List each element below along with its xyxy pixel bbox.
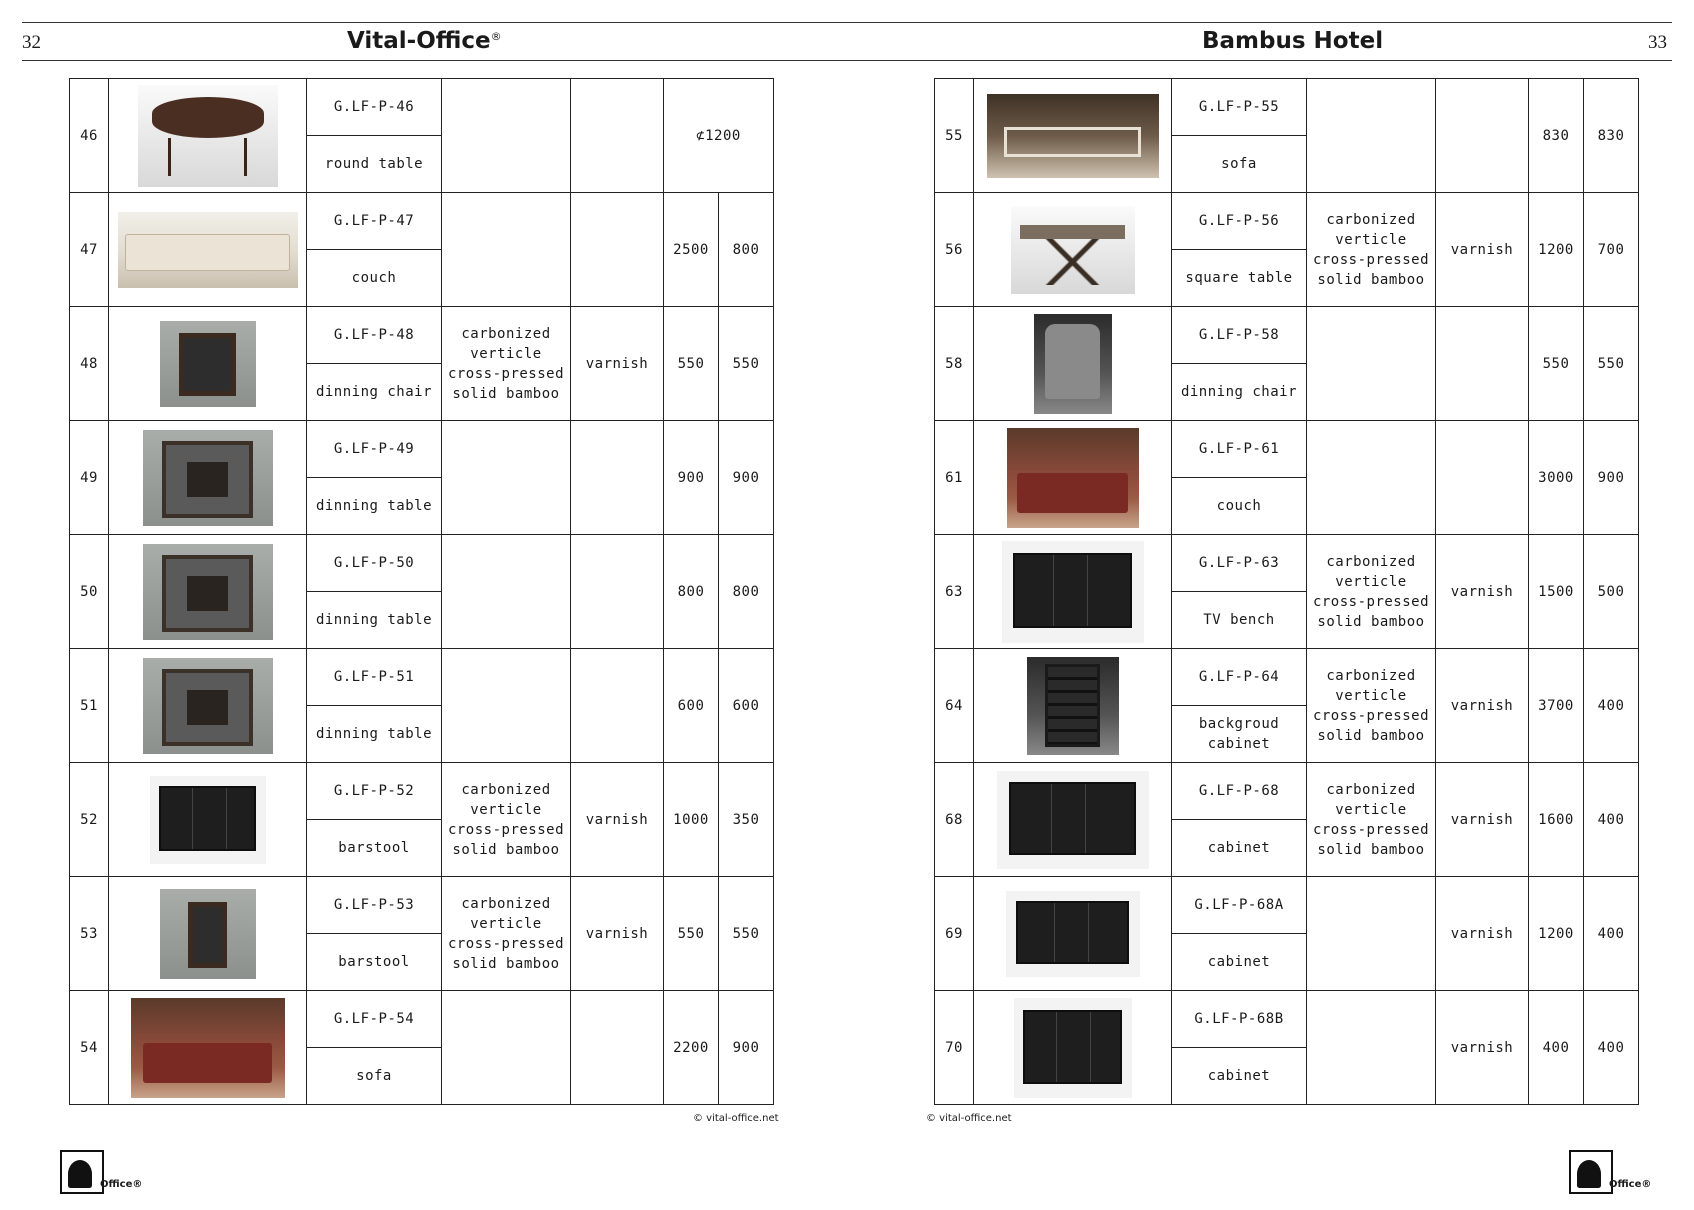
right-page-number: 33 [1648,32,1667,53]
left-page-number: 32 [22,32,41,53]
right-page-title: Bambus Hotel [1202,28,1384,54]
header-rule-bottom [22,60,1672,61]
finish [1436,79,1529,193]
product-name: barstool [307,820,442,877]
product-code: G.LF-P-68 [1172,763,1307,820]
product-code: G.LF-P-47 [307,193,442,250]
item-number: 48 [70,307,109,421]
product-name: dinning chair [307,364,442,421]
width-mm: 550 [664,307,719,421]
product-photo-cell [974,193,1172,307]
grey-chair-photo [1034,314,1112,414]
width-mm: 1600 [1529,763,1584,877]
material [442,991,571,1105]
finish: varnish [571,763,664,877]
depth-mm: 700 [1584,193,1639,307]
dining-set-photo [143,658,273,754]
finish [571,649,664,763]
finish: varnish [1436,649,1529,763]
cabinet-photo [1002,541,1144,643]
right-vital-office-logo-icon [1569,1150,1613,1194]
cabinet-photo [150,776,266,864]
product-photo-cell [109,877,307,991]
product-photo-cell [974,649,1172,763]
product-code: G.LF-P-63 [1172,535,1307,592]
product-code: G.LF-P-46 [307,79,442,136]
finish [1436,421,1529,535]
depth-mm: 900 [719,421,774,535]
product-row [935,877,1639,934]
product-row [70,877,774,934]
item-number: 51 [70,649,109,763]
product-photo-cell [109,535,307,649]
item-number: 58 [935,307,974,421]
product-photo-cell [974,877,1172,991]
product-row [935,991,1639,1048]
item-number: 64 [935,649,974,763]
width-mm: 800 [664,535,719,649]
product-row [70,649,774,706]
barstool-photo [160,889,256,979]
product-name: cabinet [1172,934,1307,991]
width-mm: 400 [1529,991,1584,1105]
cabinet-photo [1014,998,1132,1098]
finish: varnish [1436,535,1529,649]
product-photo-cell [109,649,307,763]
finish: varnish [1436,763,1529,877]
product-name: round table [307,136,442,193]
width-mm: 3000 [1529,421,1584,535]
product-photo-cell [109,307,307,421]
product-photo-cell [109,763,307,877]
depth-mm: 400 [1584,763,1639,877]
product-name: dinning table [307,706,442,763]
round-table-photo [138,85,278,187]
left-footer-copyright: © vital-office.net [693,1113,779,1124]
finish: varnish [571,307,664,421]
product-name: sofa [307,1048,442,1105]
item-number: 49 [70,421,109,535]
depth-mm: 550 [719,307,774,421]
product-code: G.LF-P-68A [1172,877,1307,934]
product-name: cabinet [1172,1048,1307,1105]
product-code: G.LF-P-50 [307,535,442,592]
width-mm: 2500 [664,193,719,307]
item-number: 68 [935,763,974,877]
depth-mm: 900 [1584,421,1639,535]
product-name: square table [1172,250,1307,307]
item-number: 47 [70,193,109,307]
depth-mm: 350 [719,763,774,877]
cabinet-photo [1006,891,1140,977]
registered-mark: ® [490,30,502,43]
lobby-sofa-photo [987,94,1159,178]
product-photo-cell [109,991,307,1105]
material [442,79,571,193]
shelf-photo [1027,657,1119,755]
product-code: G.LF-P-49 [307,421,442,478]
product-code: G.LF-P-61 [1172,421,1307,478]
right-logo-text: Office® [1609,1179,1652,1190]
product-name: sofa [1172,136,1307,193]
width-mm: 550 [1529,307,1584,421]
depth-mm: 400 [1584,991,1639,1105]
material [1307,877,1436,991]
square-table-photo [1011,206,1135,294]
product-name: couch [307,250,442,307]
width-mm: 900 [664,421,719,535]
product-row [70,535,774,592]
material: carbonized verticle cross-pressed solid bamboo [442,307,571,421]
product-photo-cell [109,193,307,307]
dining-set-photo [143,430,273,526]
material [1307,421,1436,535]
item-number: 54 [70,991,109,1105]
depth-mm: 550 [1584,307,1639,421]
product-name: TV bench [1172,592,1307,649]
depth-mm: 900 [719,991,774,1105]
product-row [935,79,1639,136]
depth-mm: 550 [719,877,774,991]
depth-mm: 830 [1584,79,1639,193]
chair-photo [160,321,256,407]
product-row [70,307,774,364]
depth-mm: 600 [719,649,774,763]
finish [1436,307,1529,421]
depth-mm: 800 [719,193,774,307]
material: carbonized verticle cross-pressed solid bamboo [1307,763,1436,877]
product-code: G.LF-P-64 [1172,649,1307,706]
finish: varnish [1436,193,1529,307]
finish: varnish [1436,991,1529,1105]
depth-mm: 400 [1584,649,1639,763]
product-photo-cell [974,763,1172,877]
product-row [935,649,1639,706]
product-code: G.LF-P-53 [307,877,442,934]
couch-photo [118,212,298,288]
depth-mm: 500 [1584,535,1639,649]
left-page-title-text: Vital-Office [347,28,491,54]
product-name: dinning chair [1172,364,1307,421]
finish [571,193,664,307]
product-row [70,79,774,136]
depth-mm: 800 [719,535,774,649]
dimension: ⊄1200 [664,79,774,193]
finish: varnish [1436,877,1529,991]
product-name: barstool [307,934,442,991]
product-code: G.LF-P-48 [307,307,442,364]
item-number: 63 [935,535,974,649]
sofa-room-photo [131,998,285,1098]
width-mm: 1000 [664,763,719,877]
product-name: cabinet [1172,820,1307,877]
width-mm: 1500 [1529,535,1584,649]
product-code: G.LF-P-54 [307,991,442,1048]
product-photo-cell [974,421,1172,535]
product-row [935,763,1639,820]
product-code: G.LF-P-55 [1172,79,1307,136]
material: carbonized verticle cross-pressed solid bamboo [442,877,571,991]
product-code: G.LF-P-51 [307,649,442,706]
depth-mm: 400 [1584,877,1639,991]
sofa-room-photo [1007,428,1139,528]
item-number: 52 [70,763,109,877]
material [442,193,571,307]
product-name: backgroud cabinet [1172,706,1307,763]
product-row [935,535,1639,592]
left-page-title [347,28,502,54]
product-code: G.LF-P-68B [1172,991,1307,1048]
material [442,421,571,535]
material: carbonized verticle cross-pressed solid bamboo [1307,193,1436,307]
dining-set-photo [143,544,273,640]
width-mm: 1200 [1529,193,1584,307]
finish [571,79,664,193]
item-number: 53 [70,877,109,991]
product-photo-cell [109,79,307,193]
width-mm: 550 [664,877,719,991]
header-rule-top [22,22,1672,23]
material [442,649,571,763]
width-mm: 830 [1529,79,1584,193]
product-code: G.LF-P-52 [307,763,442,820]
product-code: G.LF-P-58 [1172,307,1307,364]
product-name: dinning table [307,478,442,535]
right-product-table [934,78,1639,1105]
product-row [70,421,774,478]
product-photo-cell [974,307,1172,421]
finish: varnish [571,877,664,991]
item-number: 70 [935,991,974,1105]
material [1307,79,1436,193]
item-number: 69 [935,877,974,991]
product-row [70,763,774,820]
material: carbonized verticle cross-pressed solid bamboo [442,763,571,877]
right-footer-copyright: © vital-office.net [926,1113,1012,1124]
material [1307,307,1436,421]
product-row [70,991,774,1048]
product-photo-cell [974,79,1172,193]
material: carbonized verticle cross-pressed solid bamboo [1307,649,1436,763]
left-product-table [69,78,774,1105]
finish [571,991,664,1105]
item-number: 56 [935,193,974,307]
finish [571,535,664,649]
width-mm: 2200 [664,991,719,1105]
product-row [70,193,774,250]
left-logo-text: Office® [100,1179,143,1190]
cabinet-photo [997,771,1149,869]
item-number: 61 [935,421,974,535]
product-photo-cell [109,421,307,535]
material [442,535,571,649]
item-number: 55 [935,79,974,193]
width-mm: 1200 [1529,877,1584,991]
product-name: dinning table [307,592,442,649]
left-vital-office-logo-icon [60,1150,104,1194]
finish [571,421,664,535]
width-mm: 600 [664,649,719,763]
width-mm: 3700 [1529,649,1584,763]
product-photo-cell [974,535,1172,649]
product-row [935,193,1639,250]
product-row [935,421,1639,478]
item-number: 50 [70,535,109,649]
product-row [935,307,1639,364]
product-code: G.LF-P-56 [1172,193,1307,250]
product-name: couch [1172,478,1307,535]
material: carbonized verticle cross-pressed solid bamboo [1307,535,1436,649]
item-number: 46 [70,79,109,193]
material [1307,991,1436,1105]
product-photo-cell [974,991,1172,1105]
